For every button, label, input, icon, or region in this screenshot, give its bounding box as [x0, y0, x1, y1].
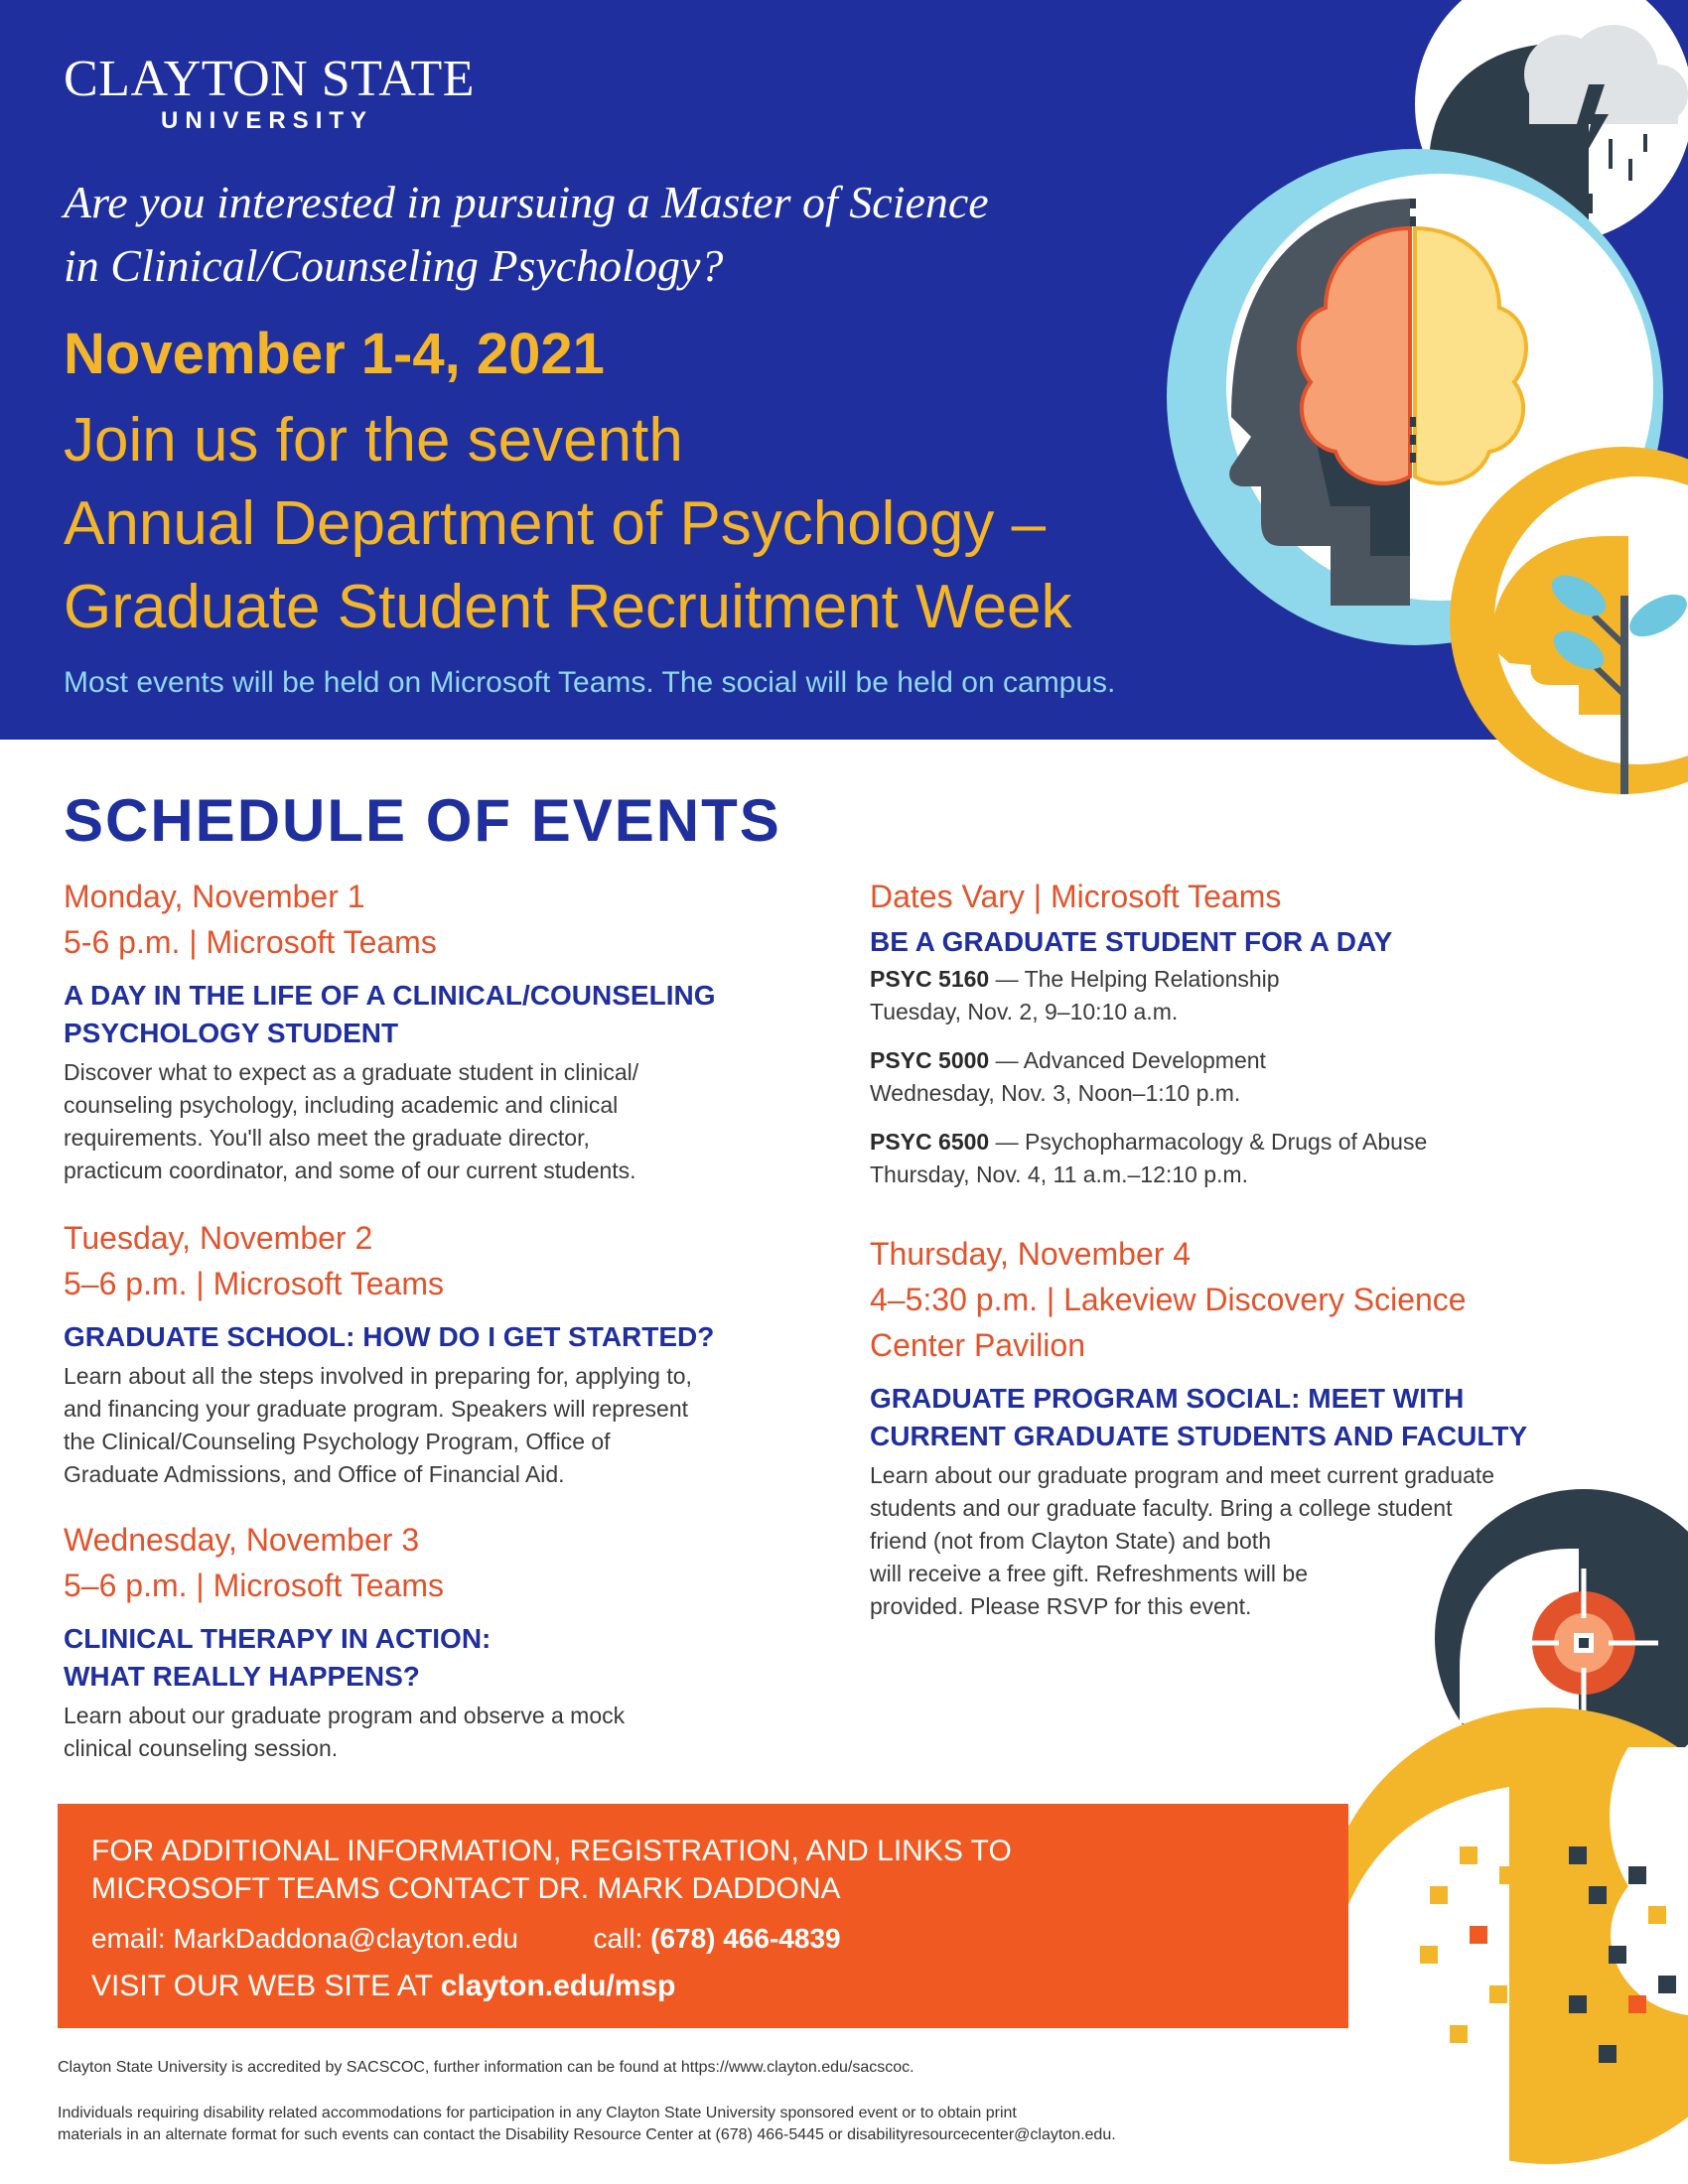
- headline-line: Join us for the seventh: [64, 406, 683, 475]
- phone-label: call:: [593, 1923, 651, 1954]
- desc-line: Learn about all the steps involved in preparing for, applying to,: [64, 1363, 692, 1389]
- course-item: [870, 1044, 1585, 1110]
- website-link[interactable]: clayton.edu/msp: [440, 1970, 676, 2002]
- event-wednesday: [64, 1517, 858, 1765]
- event-location: Center Pavilion: [870, 1327, 1085, 1363]
- desc-line: requirements. You'll also meet the graduate director,: [64, 1125, 590, 1151]
- event-description: [64, 1360, 858, 1491]
- contact-heading-line: MICROSOFT TEAMS CONTACT DR. MARK DADDONA: [91, 1872, 841, 1905]
- event-title: BE A GRADUATE STUDENT FOR A DAY: [870, 926, 1393, 957]
- course-item: [870, 963, 1585, 1028]
- email-label: email:: [91, 1923, 174, 1954]
- event-description: [64, 1056, 858, 1187]
- event-title-line: PSYCHOLOGY STUDENT: [64, 1018, 399, 1048]
- course-code: PSYC 5160: [870, 966, 990, 992]
- event-title-line: CURRENT GRADUATE STUDENTS AND FACULTY: [870, 1421, 1528, 1451]
- event-time: 5-6 p.m. | Microsoft Teams: [64, 924, 437, 960]
- course-name: — The Helping Relationship: [989, 966, 1280, 992]
- event-day: Thursday, November 4: [870, 1236, 1192, 1272]
- disability-note-line: materials in an alternate format for such events can contact the Disability Resource Center at (678) 466-5445 or disabilityresourcecenter@clayton.edu.: [58, 2126, 1116, 2143]
- event-time: 5–6 p.m. | Microsoft Teams: [64, 1266, 444, 1301]
- disability-note-line: Individuals requiring disability related accommodations for participation in any Clayton State University sponsored event or to obtain print: [58, 2105, 1017, 2121]
- event-title-line: GRADUATE PROGRAM SOCIAL: MEET WITH: [870, 1383, 1465, 1414]
- course-name: — Psychopharmacology & Drugs of Abuse: [989, 1129, 1428, 1155]
- website-line: [91, 1967, 675, 2006]
- event-title: [64, 977, 858, 1052]
- event-title-line: WHAT REALLY HAPPENS?: [64, 1661, 420, 1692]
- event-description: [870, 1459, 1585, 1623]
- desc-line: Learn about our graduate program and observe a mock: [64, 1703, 626, 1728]
- desc-line: the Clinical/Counseling Psychology Program, Office of: [64, 1429, 611, 1454]
- course-time: Thursday, Nov. 4, 11 a.m.–12:10 p.m.: [870, 1161, 1248, 1187]
- course-code: PSYC 6500: [870, 1129, 990, 1155]
- event-tuesday: [64, 1215, 858, 1491]
- desc-line: clinical counseling session.: [64, 1735, 339, 1761]
- desc-line: Discover what to expect as a graduate student in clinical/: [64, 1059, 639, 1085]
- desc-line: Learn about our graduate program and meet current graduate: [870, 1462, 1495, 1488]
- event-title: [870, 1380, 1585, 1455]
- desc-line: practicum coordinator, and some of our current students.: [64, 1158, 636, 1183]
- event-title-line: CLINICAL THERAPY IN ACTION:: [64, 1623, 492, 1654]
- desc-line: counseling psychology, including academic and clinical: [64, 1092, 619, 1118]
- event-title: GRADUATE SCHOOL: HOW DO I GET STARTED?: [64, 1321, 715, 1352]
- event-thursday: [870, 1231, 1585, 1623]
- event-day: Tuesday, November 2: [64, 1220, 373, 1256]
- headline-line: Graduate Student Recruitment Week: [64, 573, 1072, 641]
- event-day: Monday, November 1: [64, 879, 365, 914]
- event-headline: [64, 399, 1196, 649]
- event-time: 4–5:30 p.m. | Lakeview Discovery Science: [870, 1282, 1467, 1317]
- intro-question: [64, 171, 1186, 298]
- pixel-head-icon: [1321, 1707, 1688, 2184]
- desc-line: friend (not from Clayton State) and both: [870, 1528, 1271, 1554]
- phone-number[interactable]: (678) 466-4839: [650, 1923, 841, 1954]
- university-logo: [64, 52, 475, 135]
- question-line: in Clinical/Counseling Psychology?: [64, 240, 724, 291]
- logo-sub: UNIVERSITY: [161, 107, 374, 134]
- course-code: PSYC 5000: [870, 1047, 990, 1073]
- website-label: VISIT OUR WEB SITE AT: [91, 1970, 441, 2002]
- event-time: 5–6 p.m. | Microsoft Teams: [64, 1568, 444, 1603]
- desc-line: provided. Please RSVP for this event.: [870, 1593, 1252, 1619]
- desc-line: and financing your graduate program. Speakers will represent: [64, 1396, 689, 1422]
- contact-heading-line: FOR ADDITIONAL INFORMATION, REGISTRATION, AND LINKS TO: [91, 1835, 1012, 1867]
- course-time: Wednesday, Nov. 3, Noon–1:10 p.m.: [870, 1080, 1241, 1106]
- event-dates: November 1-4, 2021: [64, 322, 605, 386]
- desc-line: students and our graduate faculty. Bring a college student: [870, 1495, 1453, 1521]
- course-item: [870, 1126, 1585, 1191]
- course-time: Tuesday, Nov. 2, 9–10:10 a.m.: [870, 999, 1179, 1024]
- event-day: Dates Vary | Microsoft Teams: [870, 879, 1282, 914]
- email-link[interactable]: MarkDaddona@clayton.edu: [173, 1923, 518, 1954]
- question-line: Are you interested in pursuing a Master of Science: [64, 177, 989, 227]
- event-dates-vary: [870, 874, 1585, 1191]
- event-day: Wednesday, November 3: [64, 1522, 420, 1558]
- contact-banner: [58, 1804, 1348, 2028]
- headline-line: Annual Department of Psychology –: [64, 489, 1047, 558]
- accreditation-note: Clayton State University is accredited by SACSCOC, further information can be found at https://www.clayton.edu/sacscoc.: [58, 2059, 914, 2076]
- contact-details: [91, 1919, 841, 1959]
- event-description: [64, 1700, 858, 1765]
- event-title: [64, 1620, 858, 1696]
- event-title-line: A DAY IN THE LIFE OF A CLINICAL/COUNSELING: [64, 980, 716, 1011]
- course-name: — Advanced Development: [989, 1047, 1266, 1073]
- venue-note: Most events will be held on Microsoft Teams. The social will be held on campus.: [64, 666, 1116, 699]
- schedule-title: SCHEDULE OF EVENTS: [64, 787, 781, 854]
- desc-line: will receive a free gift. Refreshments will be: [870, 1561, 1308, 1586]
- desc-line: Graduate Admissions, and Office of Financial Aid.: [64, 1461, 565, 1487]
- logo-name: CLAYTON STATE: [64, 51, 476, 107]
- event-monday: [64, 874, 858, 1187]
